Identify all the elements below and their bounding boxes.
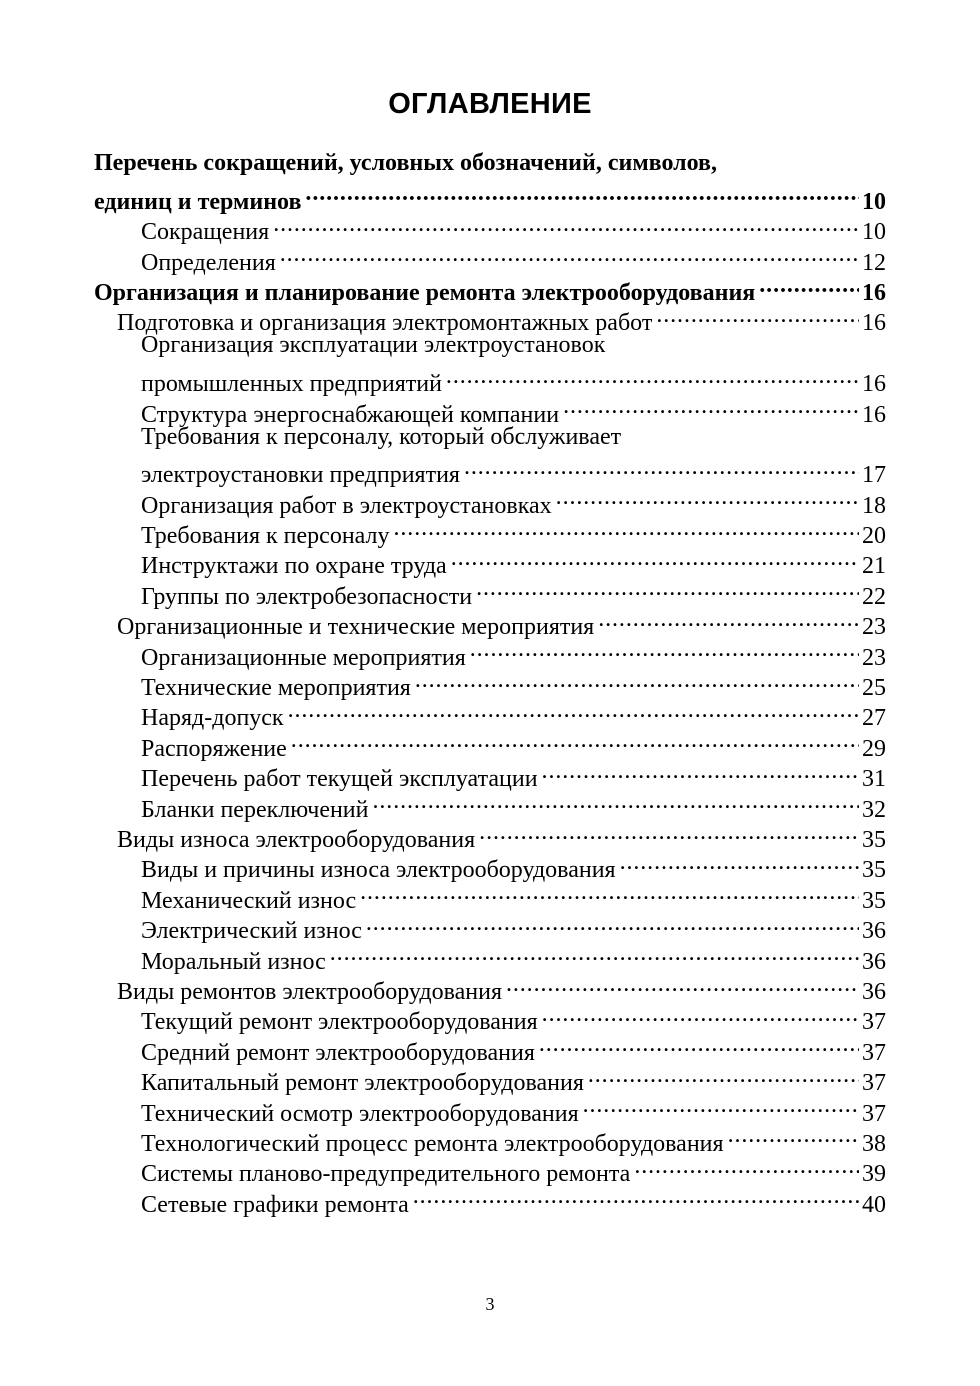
toc-entry-label: промышленных предприятий [141, 371, 442, 398]
toc-entry[interactable] [94, 725, 886, 762]
toc-entry[interactable] [94, 969, 886, 1005]
toc-page-number: 40 [862, 1191, 886, 1218]
toc-page-number: 37 [862, 1100, 886, 1127]
dot-leader [598, 604, 859, 634]
dot-leader [291, 725, 859, 755]
toc-entry-label: Технологический процесс ремонта электрооборудования [141, 1130, 724, 1157]
toc-entry-label: Организационные мероприятия [141, 644, 466, 671]
page-number-footer: 3 [485, 1294, 495, 1314]
toc-page-number: 25 [862, 675, 886, 702]
toc-entry-label: Требования к персоналу, который обслуживает [141, 423, 622, 450]
toc-entry-label: Моральный износ [141, 948, 326, 975]
toc-entry[interactable] [94, 1090, 886, 1127]
toc-entry[interactable] [94, 786, 886, 823]
toc-page-number: 39 [862, 1161, 886, 1188]
toc-entry-label: Перечень сокращений, условных обозначений, символов, [94, 150, 717, 176]
toc-page-number: 31 [862, 766, 886, 793]
dot-leader [305, 178, 859, 208]
toc-entry-line1 [94, 148, 886, 178]
toc-entry[interactable] [94, 573, 886, 610]
dot-leader [288, 695, 859, 725]
toc-page-number: 32 [862, 796, 886, 823]
dot-leader [563, 391, 859, 421]
toc-entry-label: Виды износа электрооборудования [117, 826, 476, 853]
toc-entry-label: Механический износ [141, 887, 357, 914]
toc-entry-line1 [94, 422, 886, 452]
dot-leader [583, 1090, 859, 1120]
toc-entry-label: электроустановки предприятия [141, 462, 460, 489]
dot-leader [470, 634, 859, 664]
toc-page-number: 20 [862, 523, 886, 550]
toc-entry-label: Организация работ в электроустановках [141, 492, 552, 519]
toc-page-number: 18 [862, 492, 886, 519]
toc-page-number: 10 [862, 188, 886, 215]
toc-entry-label: Средний ремонт электрооборудования [141, 1039, 535, 1066]
toc-entry[interactable] [94, 938, 886, 975]
dot-leader [464, 452, 859, 482]
dot-leader [542, 999, 859, 1029]
toc-page-number: 22 [862, 583, 886, 610]
toc-entry[interactable] [94, 1060, 886, 1097]
toc-entry[interactable] [94, 452, 886, 489]
toc-page-number: 10 [862, 219, 886, 246]
toc-entry-label: Инструктажи по охране труда [141, 553, 447, 580]
dot-leader [330, 938, 859, 968]
toc-entry[interactable] [94, 209, 886, 246]
toc-page-number: 17 [862, 462, 886, 489]
toc-entry-label: Виды и причины износа электрооборудования [141, 857, 616, 884]
dot-leader [360, 877, 859, 907]
dot-leader [634, 1151, 859, 1181]
toc-entry[interactable] [94, 178, 886, 215]
toc-entry[interactable] [94, 270, 886, 306]
toc-entry-label: Распоряжение [141, 735, 287, 762]
toc-entry-label: Электрический износ [141, 918, 362, 945]
dot-leader [413, 1181, 859, 1211]
dot-leader [415, 665, 859, 695]
toc-page-number: 12 [862, 249, 886, 276]
toc-entry[interactable] [94, 908, 886, 945]
toc-entry[interactable] [94, 1029, 886, 1066]
toc-page-number: 23 [862, 644, 886, 671]
toc-entry-label: Наряд-допуск [141, 705, 284, 732]
dot-leader [479, 817, 859, 847]
toc-entry-label: Текущий ремонт электрооборудования [141, 1009, 538, 1036]
toc-entry-label: Определения [141, 249, 276, 276]
toc-entry-label: Виды ремонтов электрооборудования [117, 978, 502, 1005]
toc-entry[interactable] [94, 634, 886, 671]
toc-entry-label: Организация и планирование ремонта электрооборудования [94, 279, 756, 306]
table-of-contents [94, 148, 886, 1218]
toc-entry-label: единиц и терминов [94, 188, 302, 215]
dot-leader [588, 1060, 859, 1090]
dot-leader [542, 756, 859, 786]
dot-leader [620, 847, 859, 877]
toc-page-number: 27 [862, 705, 886, 732]
toc-page-number: 16 [862, 310, 886, 337]
toc-entry[interactable] [94, 513, 886, 550]
toc-page-number: 29 [862, 735, 886, 762]
dot-leader [451, 543, 859, 573]
toc-page-number: 37 [862, 1039, 886, 1066]
toc-entry[interactable] [94, 1181, 886, 1218]
toc-entry-label: Сокращения [141, 219, 270, 246]
dot-leader [539, 1029, 859, 1059]
toc-entry[interactable] [94, 604, 886, 641]
toc-entry[interactable] [94, 239, 886, 276]
dot-leader [446, 361, 859, 391]
toc-entry[interactable] [94, 999, 886, 1036]
dot-leader [373, 786, 860, 816]
toc-entry[interactable] [94, 847, 886, 884]
dot-leader [394, 513, 860, 543]
toc-page-number: 35 [862, 887, 886, 914]
toc-entry[interactable] [94, 877, 886, 914]
dot-leader [506, 969, 859, 999]
dot-leader [728, 1121, 859, 1151]
toc-entry-label: Системы планово-предупредительного ремонта [141, 1161, 631, 1188]
toc-page-number: 37 [862, 1009, 886, 1036]
dot-leader [476, 573, 859, 603]
toc-entry[interactable] [94, 543, 886, 580]
toc-entry-label: Структура энергоснабжающей компании [141, 401, 560, 428]
toc-page-number: 35 [862, 857, 886, 884]
dot-leader [366, 908, 859, 938]
toc-entry-label: Капитальный ремонт электрооборудования [141, 1070, 584, 1097]
toc-entry[interactable] [94, 361, 886, 398]
dot-leader [556, 482, 859, 512]
toc-page-number: 36 [862, 978, 886, 1005]
toc-entry-label: Группы по электробезопасности [141, 583, 473, 610]
toc-entry[interactable] [94, 695, 886, 732]
toc-page-number: 16 [862, 401, 886, 428]
toc-page-number: 35 [862, 826, 886, 853]
toc-page-number: 36 [862, 948, 886, 975]
dot-leader [759, 270, 859, 300]
toc-page-number: 36 [862, 918, 886, 945]
toc-page-number: 37 [862, 1070, 886, 1097]
toc-entry[interactable] [94, 665, 886, 702]
toc-entry-label: Требования к персоналу [141, 523, 390, 550]
toc-entry-label: Технические мероприятия [141, 675, 411, 702]
toc-entry[interactable] [94, 300, 886, 337]
toc-entry-label: Организационные и технические мероприятия [117, 614, 595, 641]
toc-entry[interactable] [94, 391, 886, 428]
toc-entry-label: Технический осмотр электрооборудования [141, 1100, 579, 1127]
toc-page-number: 38 [862, 1130, 886, 1157]
toc-entry[interactable] [94, 1151, 886, 1188]
toc-page-number: 23 [862, 614, 886, 641]
toc-entry[interactable] [94, 817, 886, 853]
dot-leader [280, 239, 859, 269]
toc-entry-label: Перечень работ текущей эксплуатации [141, 766, 538, 793]
page-title: ОГЛАВЛЕНИЕ [388, 88, 592, 120]
toc-entry[interactable] [94, 1121, 886, 1157]
toc-page-number: 16 [862, 371, 886, 398]
toc-entry-label: Организация эксплуатации электроустановок [141, 332, 606, 359]
dot-leader [656, 300, 859, 330]
toc-entry-line1 [94, 330, 886, 360]
dot-leader [273, 209, 859, 239]
toc-page-number: 16 [862, 279, 886, 306]
toc-entry-label: Сетевые графики ремонта [141, 1191, 409, 1218]
toc-entry-label: Бланки переключений [141, 796, 369, 823]
toc-entry[interactable] [94, 756, 886, 793]
toc-entry-label: Подготовка и организация электромонтажных работ [117, 310, 653, 337]
toc-page-number: 21 [862, 553, 886, 580]
toc-entry[interactable] [94, 482, 886, 519]
